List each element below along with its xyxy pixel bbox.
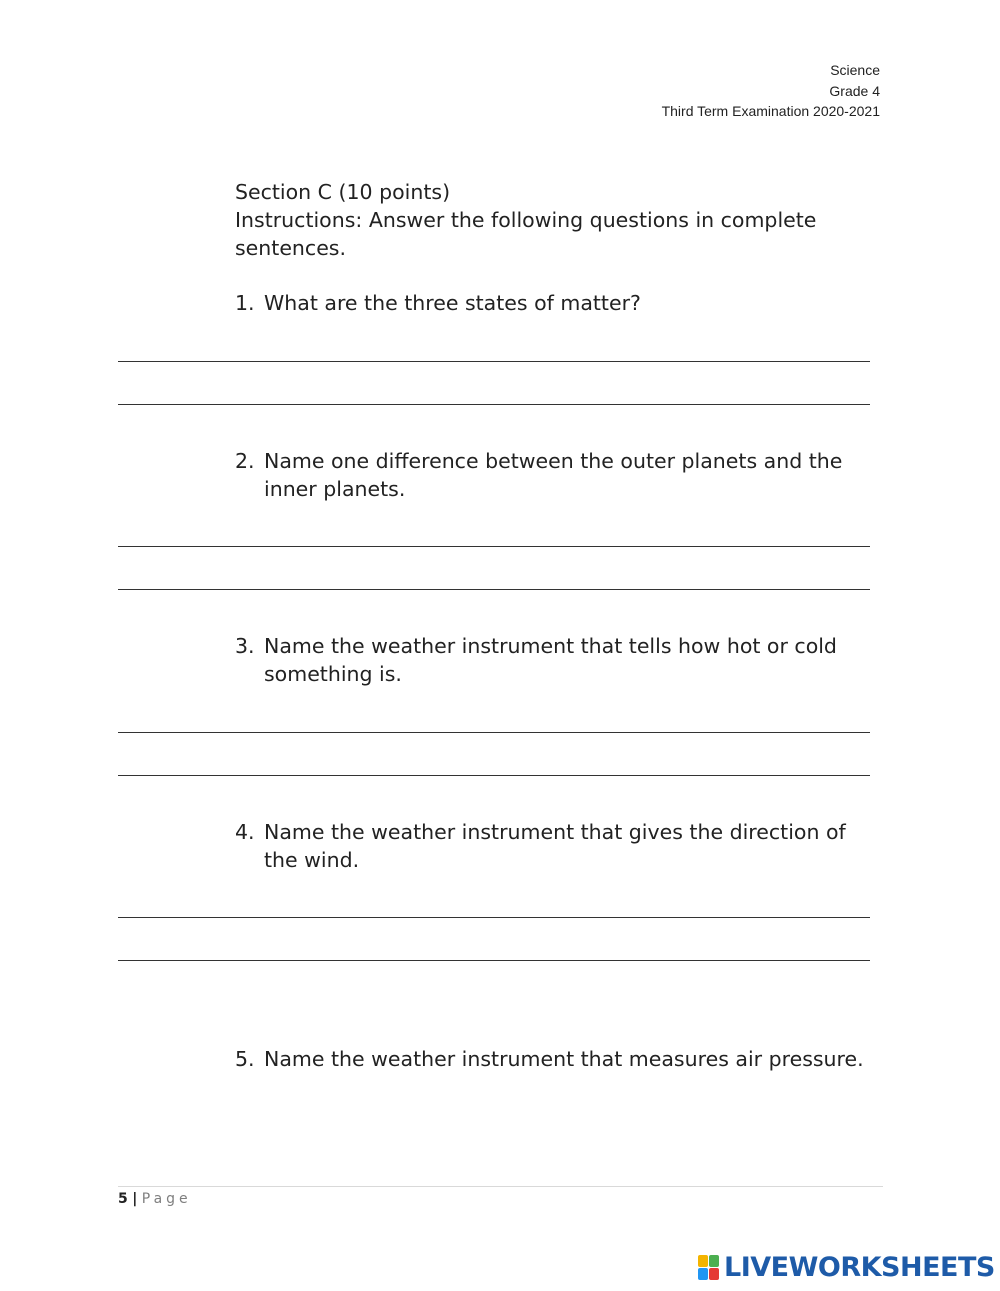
answer-line[interactable] (118, 404, 870, 405)
header-subject: Science (830, 62, 880, 78)
answer-line[interactable] (118, 361, 870, 362)
answer-line[interactable] (118, 960, 870, 961)
question-5 (235, 1045, 880, 1073)
question-text: Name the weather instrument that gives the direction of the wind. (264, 820, 846, 872)
header-grade: Grade 4 (829, 82, 880, 99)
brand-name: LIVEWORKSHEETS (724, 1252, 995, 1283)
liveworksheets-logo-icon (698, 1255, 720, 1281)
question-3 (235, 632, 885, 688)
question-number: 4. (235, 820, 255, 844)
section-heading-block (235, 178, 875, 262)
page-label: Page (141, 1191, 192, 1207)
question-2 (235, 447, 880, 503)
question-text: Name one difference between the outer planets and the inner planets. (264, 449, 843, 501)
page-header (662, 60, 880, 122)
page-number: 5 (118, 1191, 128, 1207)
question-number: 3. (235, 634, 255, 658)
question-text: What are the three states of matter? (264, 291, 641, 315)
header-exam: Third Term Examination 2020-2021 (661, 103, 880, 119)
question-4 (235, 818, 880, 874)
section-title: Section C (10 points) (235, 180, 451, 204)
question-1 (235, 289, 880, 317)
page-separator: | (132, 1191, 138, 1207)
page-footer (118, 1191, 192, 1207)
answer-line[interactable] (118, 775, 870, 776)
question-number: 1. (235, 291, 255, 315)
question-number: 2. (235, 449, 255, 473)
answer-line[interactable] (118, 732, 870, 733)
answer-line[interactable] (118, 917, 870, 918)
answer-line[interactable] (118, 546, 870, 547)
question-number: 5. (235, 1047, 255, 1071)
footer-divider (118, 1186, 883, 1187)
section-instructions: Instructions: Answer the following questions in complete sentences. (235, 208, 817, 260)
question-text: Name the weather instrument that measures air pressure. (264, 1047, 864, 1071)
answer-line[interactable] (118, 589, 870, 590)
liveworksheets-brand (698, 1253, 995, 1283)
question-text: Name the weather instrument that tells how hot or cold something is. (264, 634, 837, 686)
